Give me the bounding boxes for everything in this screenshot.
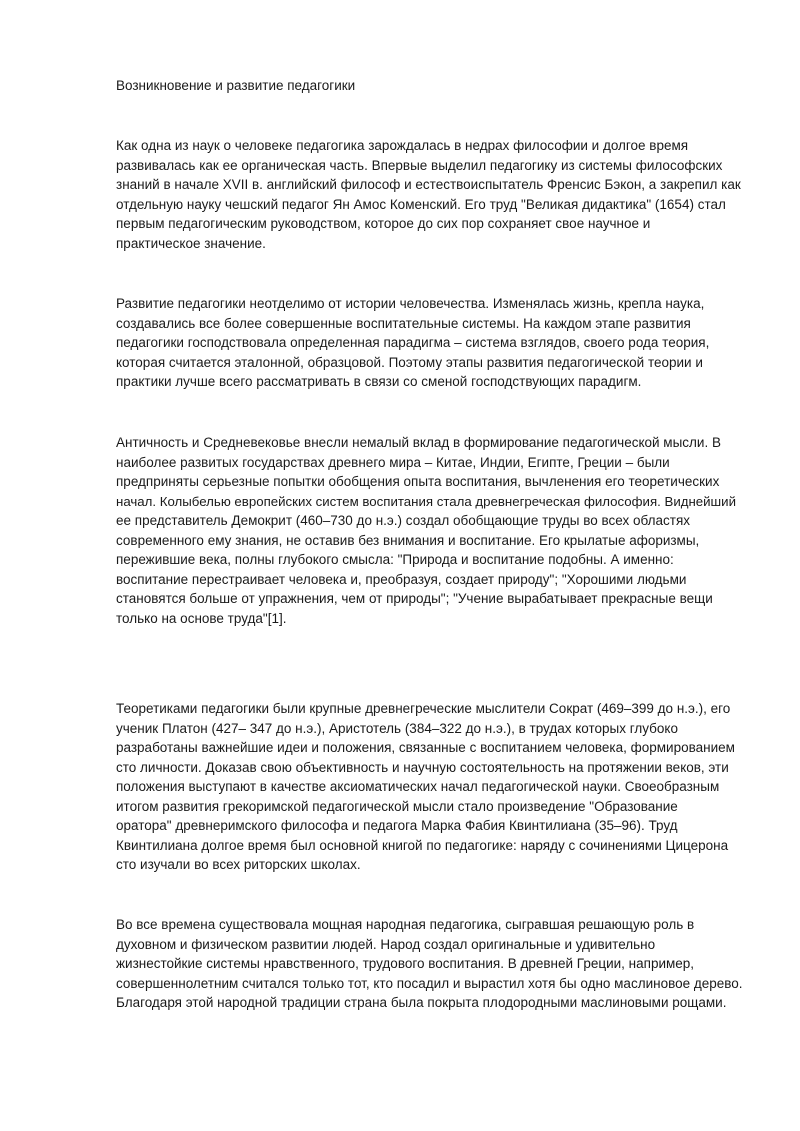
text-line: педагогики господствовала определенная парадигма – система взглядов, своего рода теория, [116,335,710,350]
text-line: итогом развития грекоримской педагогической мысли стало произведение "Образование [116,798,678,814]
text-line: современного ему знания, не оставив без внимания и воспитание. Его крылатые афоризмы, [116,532,700,548]
text-line: ученик Платон (427– 347 до н.э.), Аристотель (384–322 до н.э.), в трудах которых глубоко [116,720,678,736]
text-line: Развитие педагогики неотделимо от истории человечества. Изменялась жизнь, крепла наука, [116,296,705,311]
text-line: Во все времена существовала мощная народная педагогика, сыгравшая решающую роль в [116,917,695,932]
text-line: сто изучали во всех риторских школах. [116,857,361,872]
text-line: совершеннолетним считался только тот, кто посадил и вырастил хотя бы одно маслиновое дерево. [116,975,743,991]
text-line: практическое значение. [116,235,266,251]
text-line: Квинтилиана долгое время был основной книгой по педагогике: наряду с сочинениями Цицерона [116,837,729,853]
document-title: Возникновение и развитие педагогики [116,78,356,93]
text-line: жизнестойкие системы нравственного, трудового воспитания. В древней Греции, например, [116,956,695,971]
text-line: которая считается эталонной, образцовой. Поэтому этапы развития педагогической теории и [116,354,703,370]
text-line: Благодаря этой народной традиции страна была покрыта плодородными маслиновыми рощами. [116,995,727,1010]
text-line: оратора" древнеримского философа и педагога Марка Фабия Квинтилиана (35–96). Труд [116,818,678,833]
text-line: становятся больше от упражнения, чем от природы"; "Учение вырабатывает прекрасные вещи [116,591,713,606]
text-line: пережившие века, полны глубокого смысла: "Природа и воспитание подобны. А именно: [116,552,674,567]
text-line: начал. Колыбелью европейских систем воспитания стала древнегреческая философия. Виднейший [116,493,736,509]
text-line: разработаны важнейшие идеи и положения, связанные с воспитанием человека, формированием [116,740,735,755]
text-line: отдельную науку чешский педагог Ян Амос Коменский. Его труд "Великая дидактика" (1654) стал [116,196,726,212]
text-line: первым педагогическим руководством, которое до сих пор сохраняет свое научное и [116,216,651,231]
paragraph-antiquity [116,433,741,628]
text-line: только на основе труда"[1]. [116,610,287,626]
text-line: знаний в начале XVII в. английский философ и естествоиспытатель Френсис Бэкон, а закрепил как [116,177,741,192]
text-line: наиболее развитых государствах древнего мира – Китае, Индии, Египте, Греции – были [116,454,670,470]
text-line: положения выступают в качестве аксиоматических начал педагогической науки. Своеобразным [116,779,720,794]
text-line: Теоретиками педагогики были крупные древнегреческие мыслители Сократ (469–399 до н.э.), его [116,701,731,716]
text-line: ее представитель Демокрит (460–730 до н.э.) создал обобщающие труды во всех областях [116,513,691,528]
text-line: практики лучше всего рассматривать в связи со сменой господствующих парадигм. [116,374,642,389]
paragraph-paradigms [116,294,741,392]
text-line: предприняты серьезные попытки обобщения опыта воспитания, вычленения его теоретических [116,474,720,489]
text-line: духовном и физическом развитии людей. Народ создал оригинальные и удивительно [116,936,656,952]
paragraph-folk-pedagogy [116,915,741,1013]
text-line: воспитание перестраивает человека и, преобразуя, создает природу"; "Хорошими людьми [116,571,687,587]
paragraph-origins [116,136,741,253]
paragraph-theorists [116,699,741,875]
text-line: Античность и Средневековье внесли немалый вклад в формирование педагогической мысли. В [116,435,721,450]
text-line: создавались все более совершенные воспитательные системы. На каждом этапе развития [116,315,691,331]
text-line: развивалась как ее органическая часть. Впервые выделил педагогику из системы философских [116,157,723,173]
text-line: Как одна из наук о человеке педагогика зарождалась в недрах философии и долгое время [116,138,689,153]
text-line: сто личности. Доказав свою объективность и научную состоятельность на протяжении веков, эти [116,759,729,775]
